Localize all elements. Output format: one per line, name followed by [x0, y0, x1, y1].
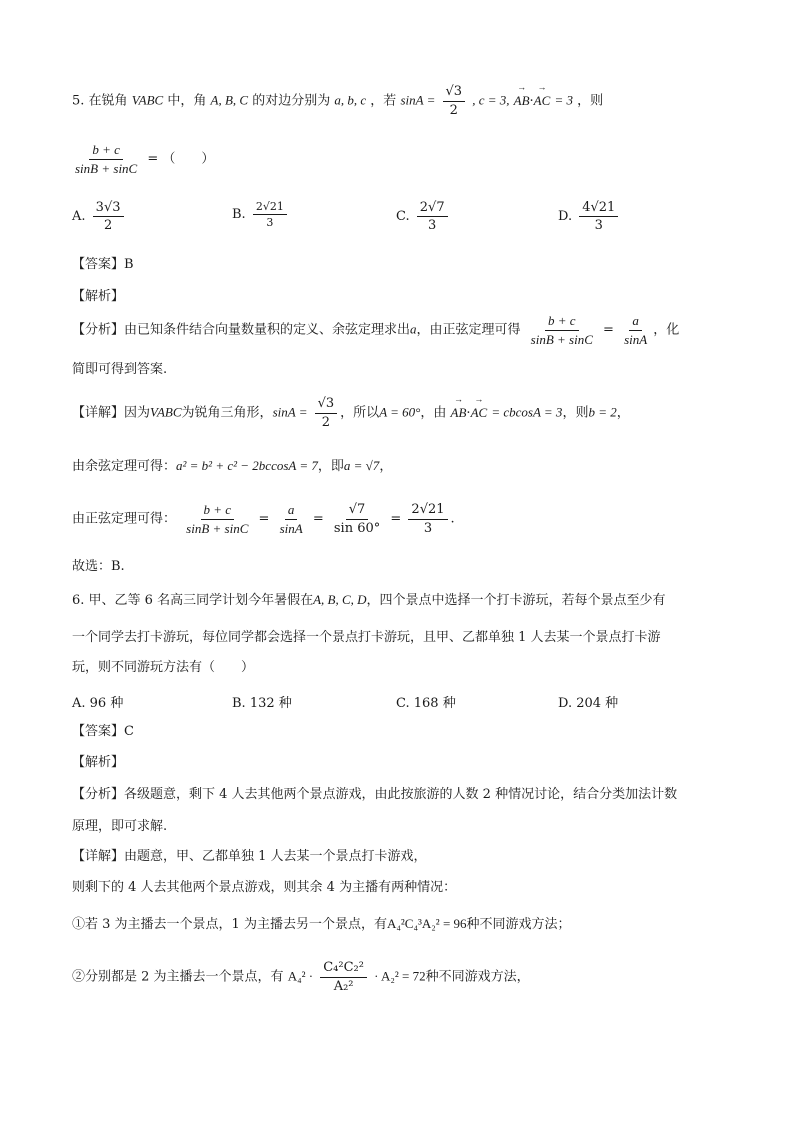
q5-xiangjie: 【详解】因为VABC为锐角三角形，sinA = $\frac{√3}{2}$ ，所以A = 60°，由 → AB·→ AC = cbcosA = 3，则b = 2，: [72, 396, 630, 430]
q5-stem-end: ，则: [577, 93, 604, 109]
q5-sides: a, b, c: [334, 92, 367, 108]
q5-choice-c: C. $\frac{2√7}{3}$: [396, 200, 451, 233]
q6-answer: 【答案】C: [72, 724, 134, 739]
q5-expression-fraction: $\frac{b + c}{\sin B + \sin C}$: [75, 142, 138, 176]
q5-cosine-law: 由余弦定理可得：a² = b² + c² − 2bccosA = 7，即a = √7，: [72, 458, 393, 474]
q5-answer: 【答案】B: [72, 257, 134, 272]
q5-expression-tail: = （ ）: [147, 151, 215, 167]
q5-triangle: VABC: [131, 92, 164, 108]
q5-fenxi: 【分析】由已知条件结合向量数量积的定义、余弦定理求出a，由正弦定理可得 $\frac{b + c}{\sin B + \sin C}$ = $\frac{a}{\sin A}$ ，化: [72, 313, 680, 347]
q5-analysis-heading: 【解析】: [72, 289, 125, 304]
q5-expression: [72, 142, 214, 176]
q5-cond-c: , c = 3,: [472, 92, 510, 108]
q5-sinA-fraction: $\frac{√3}{2}$: [443, 84, 466, 118]
q6-stem-line1: 6. 甲、乙等 6 名高三同学计划今年暑假在A, B, C, D，四个景点中选择一个打卡游玩，若每个景点至少有: [72, 592, 666, 608]
q5-choose: 故选：B.: [72, 559, 125, 574]
q6-xiangjie-line1: 【详解】由题意，甲、乙都单独 1 人去某一个景点打卡游戏，: [72, 849, 427, 864]
q6-fenxi-line1: 【分析】各级题意，剩下 4 人去其他两个景点游戏，由此按旅游的人数 2 种情况讨论，结合分类加法计数: [72, 787, 678, 802]
q5-sinA: sinA =: [400, 92, 436, 108]
q5-stem-prefix: 5. 在锐角: [72, 93, 128, 109]
q5-sine-law: 由正弦定理可得： $\frac{b + c}{\sin B + \sin C}$ = $\frac{a}{\sin A}$ = $\frac{√7}{\sin 60^\circ}$ = $\frac{2√21}{3}$ .: [72, 502, 455, 536]
q5-stem-mid3: ，若: [370, 93, 397, 109]
q5-fenxi-line2: 简即可得到答案.: [72, 362, 168, 377]
q5-choice-a: A. $\frac{3√3}{2}$: [72, 200, 127, 233]
q6-case1: ①若 3 为主播去一个景点，1 为主播去另一个景点，有A₄²C₄³A₂² = 96种不同游戏方法；: [72, 916, 571, 932]
q6-fenxi-line2: 原理，即可求解.: [72, 819, 168, 834]
q5-dot-condition: = 3: [554, 92, 573, 108]
q5-stem: 5. 在锐角 VABC 中，角 A, B, C 的对边分别为 a, b, c ，若 sinA = $\frac{√3}{2}$ , c = 3, → AB·→ AC = 3 ，则: [72, 84, 603, 118]
q6-stem-line2: 一个同学去打卡游玩，每位同学都会选择一个景点打卡游玩，且甲、乙都单独 1 人去某一个景点打卡游: [72, 630, 661, 645]
q5-choice-d: D. $\frac{4√21}{3}$: [558, 200, 621, 233]
q6-case2: ②分别都是 2 为主播去一个景点，有 A₄² · $\frac{\text{C₄²C₂²}}{\text{A₂²}}$ · A₂² = 72种不同游戏方法，: [72, 960, 530, 994]
q6-choice-b: B. 132 种: [232, 696, 292, 711]
q6-analysis-heading: 【解析】: [72, 755, 125, 770]
q5-vector-ab: → AB: [514, 93, 530, 109]
q5-angles: A, B, C: [210, 92, 249, 108]
q6-choice-c: C. 168 种: [396, 696, 456, 711]
q6-stem-line3: 玩，则不同游玩方法有（ ）: [72, 660, 255, 675]
q5-vector-ac: → AC: [534, 93, 551, 109]
q6-choice-d: D. 204 种: [558, 696, 619, 711]
q5-stem-mid2: 的对边分别为: [252, 93, 331, 109]
q6-xiangjie-line2: 则剩下的 4 人去其他两个景点游戏，则其余 4 为主播有两种情况：: [72, 880, 457, 895]
q5-choice-b: B. $\frac{2√21}{3}$: [232, 200, 290, 229]
q5-stem-mid: 中，角: [167, 93, 207, 109]
q6-choice-a: A. 96 种: [72, 696, 124, 711]
